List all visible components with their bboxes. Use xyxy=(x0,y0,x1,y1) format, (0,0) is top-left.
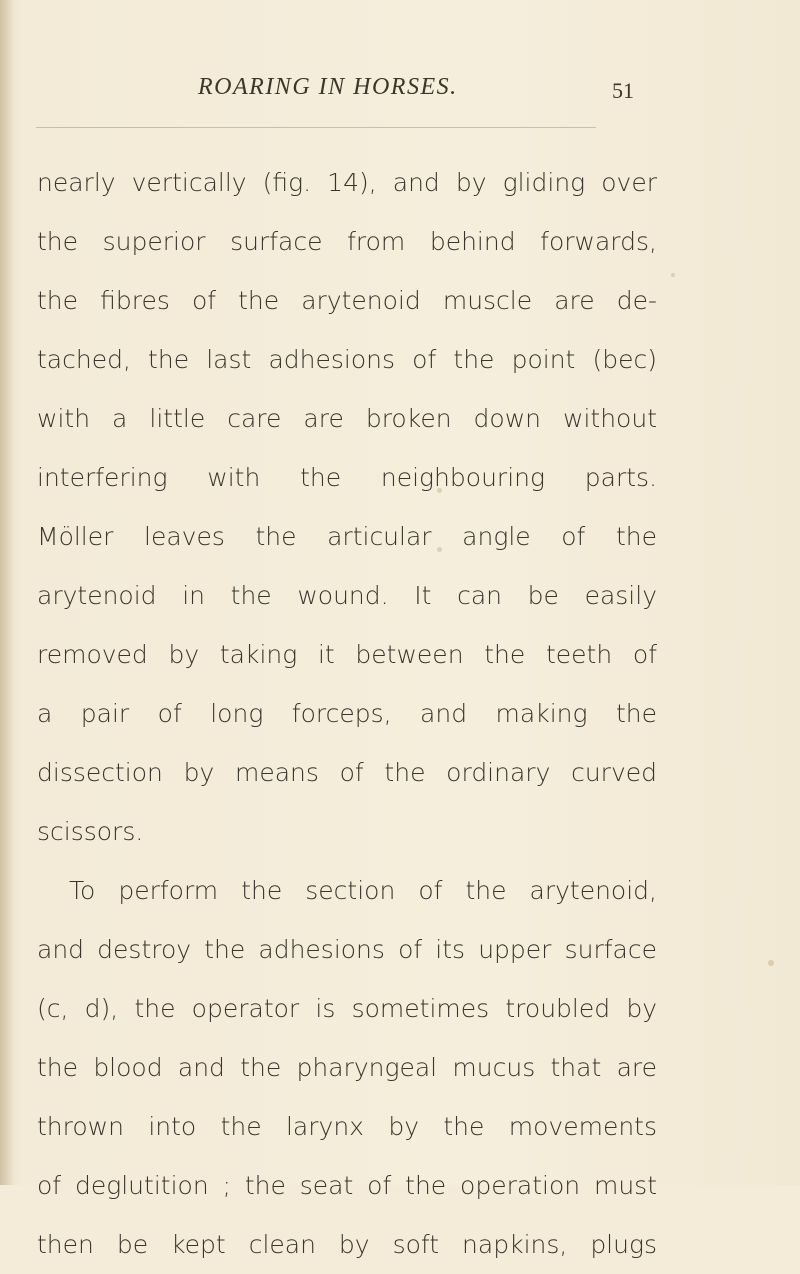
text-line: Möller leaves the articular angle of the xyxy=(37,522,657,551)
running-title: ROARING IN HORSES. xyxy=(198,74,458,100)
text-line: the blood and the pharyngeal mucus that are xyxy=(37,1053,657,1082)
text-line: of deglutition ; the seat of the operation must xyxy=(37,1171,657,1200)
text-line: the fibres of the arytenoid muscle are de- xyxy=(37,286,657,315)
page-number: 51 xyxy=(612,78,634,103)
gutter-shadow xyxy=(0,0,14,1185)
text-line: dissection by means of the ordinary curved xyxy=(37,758,657,787)
text-line: (c, d), the operator is sometimes troubled by xyxy=(37,994,657,1023)
page-header xyxy=(0,70,800,110)
paper-speck xyxy=(768,960,774,966)
text-line: To perform the section of the arytenoid, xyxy=(69,876,657,905)
paper-speck xyxy=(437,488,442,493)
text-line: arytenoid in the wound. It can be easily xyxy=(37,581,657,610)
text-line: interfering with the neighbouring parts. xyxy=(37,463,657,492)
text-line: a pair of long forceps, and making the xyxy=(37,699,657,728)
paper-speck xyxy=(437,547,442,552)
text-line: nearly vertically (fig. 14), and by gliding over xyxy=(37,168,657,197)
body-text xyxy=(37,153,657,1274)
text-line: thrown into the larynx by the movements xyxy=(37,1112,657,1141)
text-line: the superior surface from behind forwards, xyxy=(37,227,657,256)
paper-speck xyxy=(671,273,675,277)
text-line: removed by taking it between the teeth of xyxy=(37,640,657,669)
header-rule xyxy=(36,127,596,128)
text-line: and destroy the adhesions of its upper surface xyxy=(37,935,657,964)
text-line: then be kept clean by soft napkins, plugs xyxy=(37,1230,657,1259)
text-line: tached, the last adhesions of the point (bec) xyxy=(37,345,657,374)
text-line: with a little care are broken down without xyxy=(37,404,657,433)
text-line: scissors. xyxy=(37,817,144,846)
